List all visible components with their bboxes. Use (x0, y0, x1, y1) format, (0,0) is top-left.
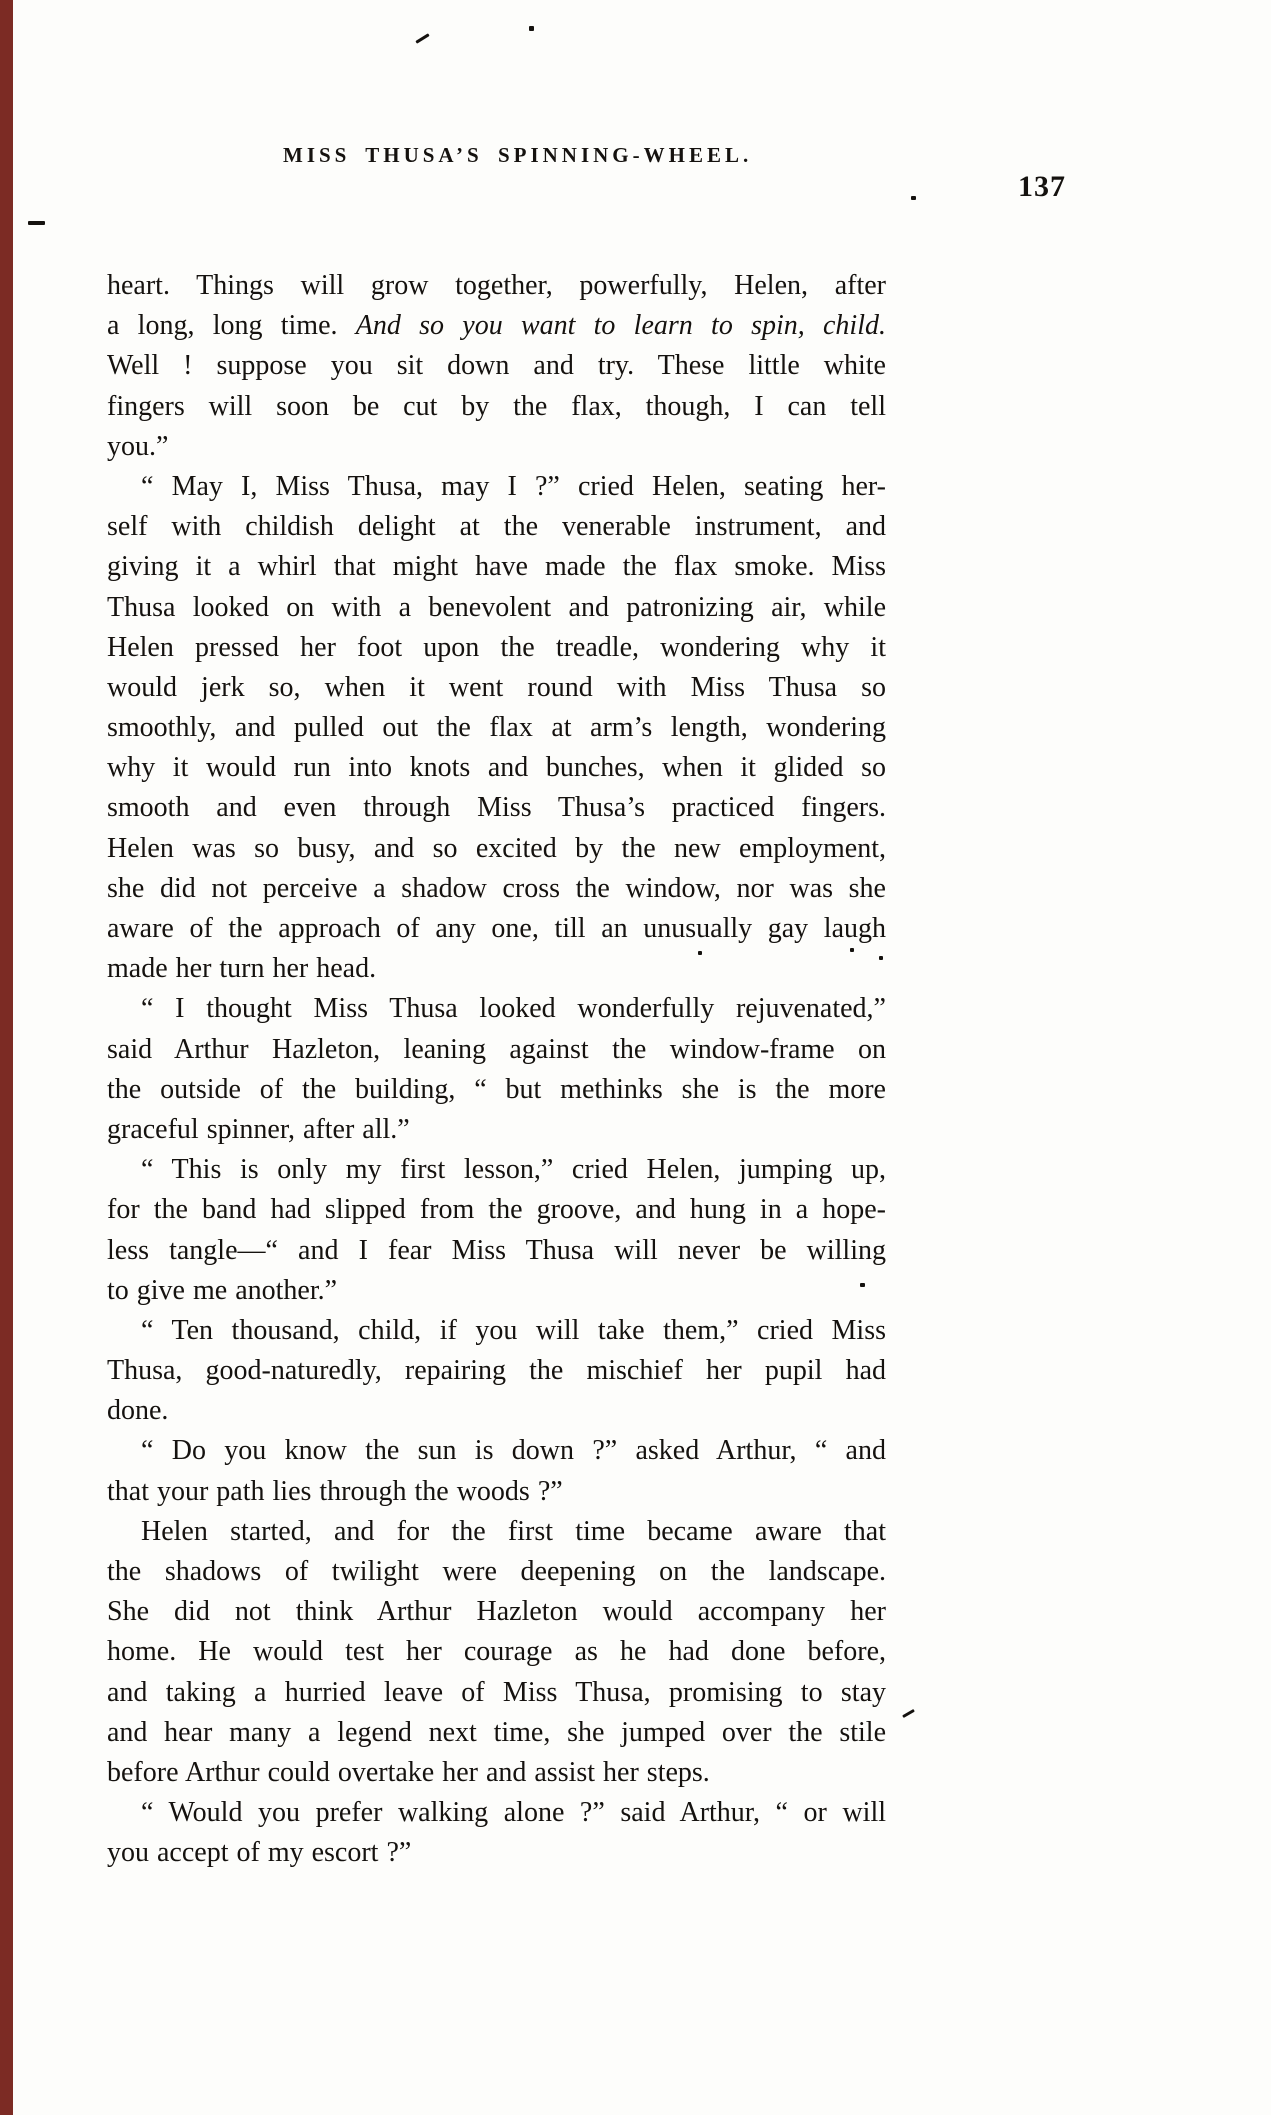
text-line (107, 507, 886, 547)
text-line (107, 1431, 886, 1471)
text-line (107, 708, 886, 748)
text-segment: “ Do you know the sun is down ?” asked Arthur, “ and (141, 1435, 886, 1467)
text-segment: and hear many a legend next time, she jumped over the stile (107, 1716, 886, 1748)
text-segment: would jerk so, when it went round with Miss Thusa so (107, 671, 886, 703)
text-segment: heart. Things will grow together, powerfully, Helen, after (107, 270, 886, 301)
text-line (107, 1030, 886, 1070)
text-line (107, 588, 886, 628)
scan-artifact (28, 221, 45, 225)
text-line (107, 748, 886, 788)
text-line (107, 1231, 886, 1271)
text-segment: “ I thought Miss Thusa looked wonderfully rejuvenated,” (141, 993, 886, 1025)
text-segment: a long, long time. (107, 310, 356, 342)
text-line (107, 1512, 886, 1552)
text-line (107, 1592, 886, 1632)
text-segment: “ Ten thousand, child, if you will take them,” cried Miss (141, 1314, 886, 1346)
body-text (107, 266, 886, 1874)
text-line (107, 788, 886, 828)
text-segment: done. (107, 1395, 169, 1427)
text-segment: “ May I, Miss Thusa, may I ?” cried Helen, seating her- (141, 470, 886, 502)
text-line (107, 467, 886, 507)
text-segment: giving it a whirl that might have made the flax smoke. Miss (107, 551, 886, 583)
text-segment: you accept of my escort ?” (107, 1837, 412, 1869)
text-line (107, 1632, 886, 1672)
text-segment: home. He would test her courage as he had done before, (107, 1636, 886, 1668)
text-segment: smooth and even through Miss Thusa’s practiced fingers. (107, 792, 886, 824)
scan-artifact (879, 956, 883, 960)
text-segment: Thusa looked on with a benevolent and patronizing air, while (107, 591, 886, 623)
text-segment: Helen started, and for the first time became aware that (141, 1515, 886, 1547)
text-segment: why it would run into knots and bunches, when it glided so (107, 752, 886, 784)
text-line (107, 1793, 886, 1833)
page-number: 137 (1018, 170, 1066, 203)
text-segment: that your path lies through the woods ?” (107, 1475, 563, 1507)
text-segment: aware of the approach of any one, till an unusually gay laugh (107, 913, 886, 944)
text-line (107, 1552, 886, 1592)
text-segment: “ This is only my first lesson,” cried Helen, jumping up, (141, 1154, 886, 1186)
text-line (107, 387, 886, 427)
text-line (107, 668, 886, 708)
text-line (107, 306, 886, 346)
text-segment: to give me another.” (107, 1274, 338, 1306)
scan-artifact (415, 33, 429, 43)
text-line (107, 1351, 886, 1391)
binding-spine-stripe (0, 0, 13, 2115)
text-line (107, 547, 886, 587)
text-line (107, 989, 886, 1029)
text-segment: and taking a hurried leave of Miss Thusa, promising to stay (107, 1676, 886, 1708)
text-line (107, 1070, 886, 1110)
text-line (107, 829, 886, 869)
text-segment: She did not think Arthur Hazleton would accompany her (107, 1596, 886, 1628)
text-segment: you.” (107, 430, 169, 462)
text-line (107, 1311, 886, 1351)
text-segment: Well ! suppose you sit down and try. These little white (107, 350, 886, 382)
scan-artifact (529, 26, 534, 31)
text-segment: the shadows of twilight were deepening on the landscape. (107, 1556, 886, 1587)
text-segment: the outside of the building, “ but methinks she is the more (107, 1073, 886, 1105)
text-segment: graceful spinner, after all.” (107, 1113, 410, 1145)
text-segment: Thusa, good-naturedly, repairing the mischief her pupil had (107, 1355, 886, 1387)
text-segment: “ Would you prefer walking alone ?” said Arthur, “ or will (141, 1797, 886, 1829)
text-segment: fingers will soon be cut by the flax, though, I can tell (107, 390, 886, 422)
italic-text-segment: And so you want to learn to spin, child. (355, 310, 886, 342)
running-header: MISS THUSA’S SPINNING-WHEEL. (283, 143, 753, 167)
text-line (107, 346, 886, 386)
text-segment: Helen was so busy, and so excited by the new employment, (107, 832, 886, 864)
text-segment: said Arthur Hazleton, leaning against the window-frame on (107, 1033, 886, 1065)
text-segment: less tangle—“ and I fear Miss Thusa will never be willing (107, 1234, 886, 1266)
text-line (107, 909, 886, 949)
text-line (107, 869, 886, 909)
text-segment: made her turn her head. (107, 953, 377, 985)
text-line (107, 1673, 886, 1713)
scan-artifact (850, 948, 854, 952)
text-segment: Helen pressed her foot upon the treadle, wondering why it (107, 631, 886, 663)
scan-artifact (911, 196, 916, 200)
text-line (107, 266, 886, 306)
scan-artifact (860, 1283, 865, 1287)
text-segment: for the band had slipped from the groove, and hung in a hope- (107, 1194, 886, 1226)
text-segment: before Arthur could overtake her and assist her steps. (107, 1756, 710, 1788)
text-segment: self with childish delight at the venerable instrument, and (107, 511, 886, 543)
text-line (107, 1190, 886, 1230)
text-segment: she did not perceive a shadow cross the window, nor was she (107, 872, 886, 904)
text-line (107, 628, 886, 668)
text-line (107, 1150, 886, 1190)
text-line (107, 1713, 886, 1753)
text-segment: smoothly, and pulled out the flax at arm’s length, wondering (107, 712, 886, 744)
scan-artifact (698, 951, 702, 955)
scan-artifact (902, 1709, 915, 1718)
